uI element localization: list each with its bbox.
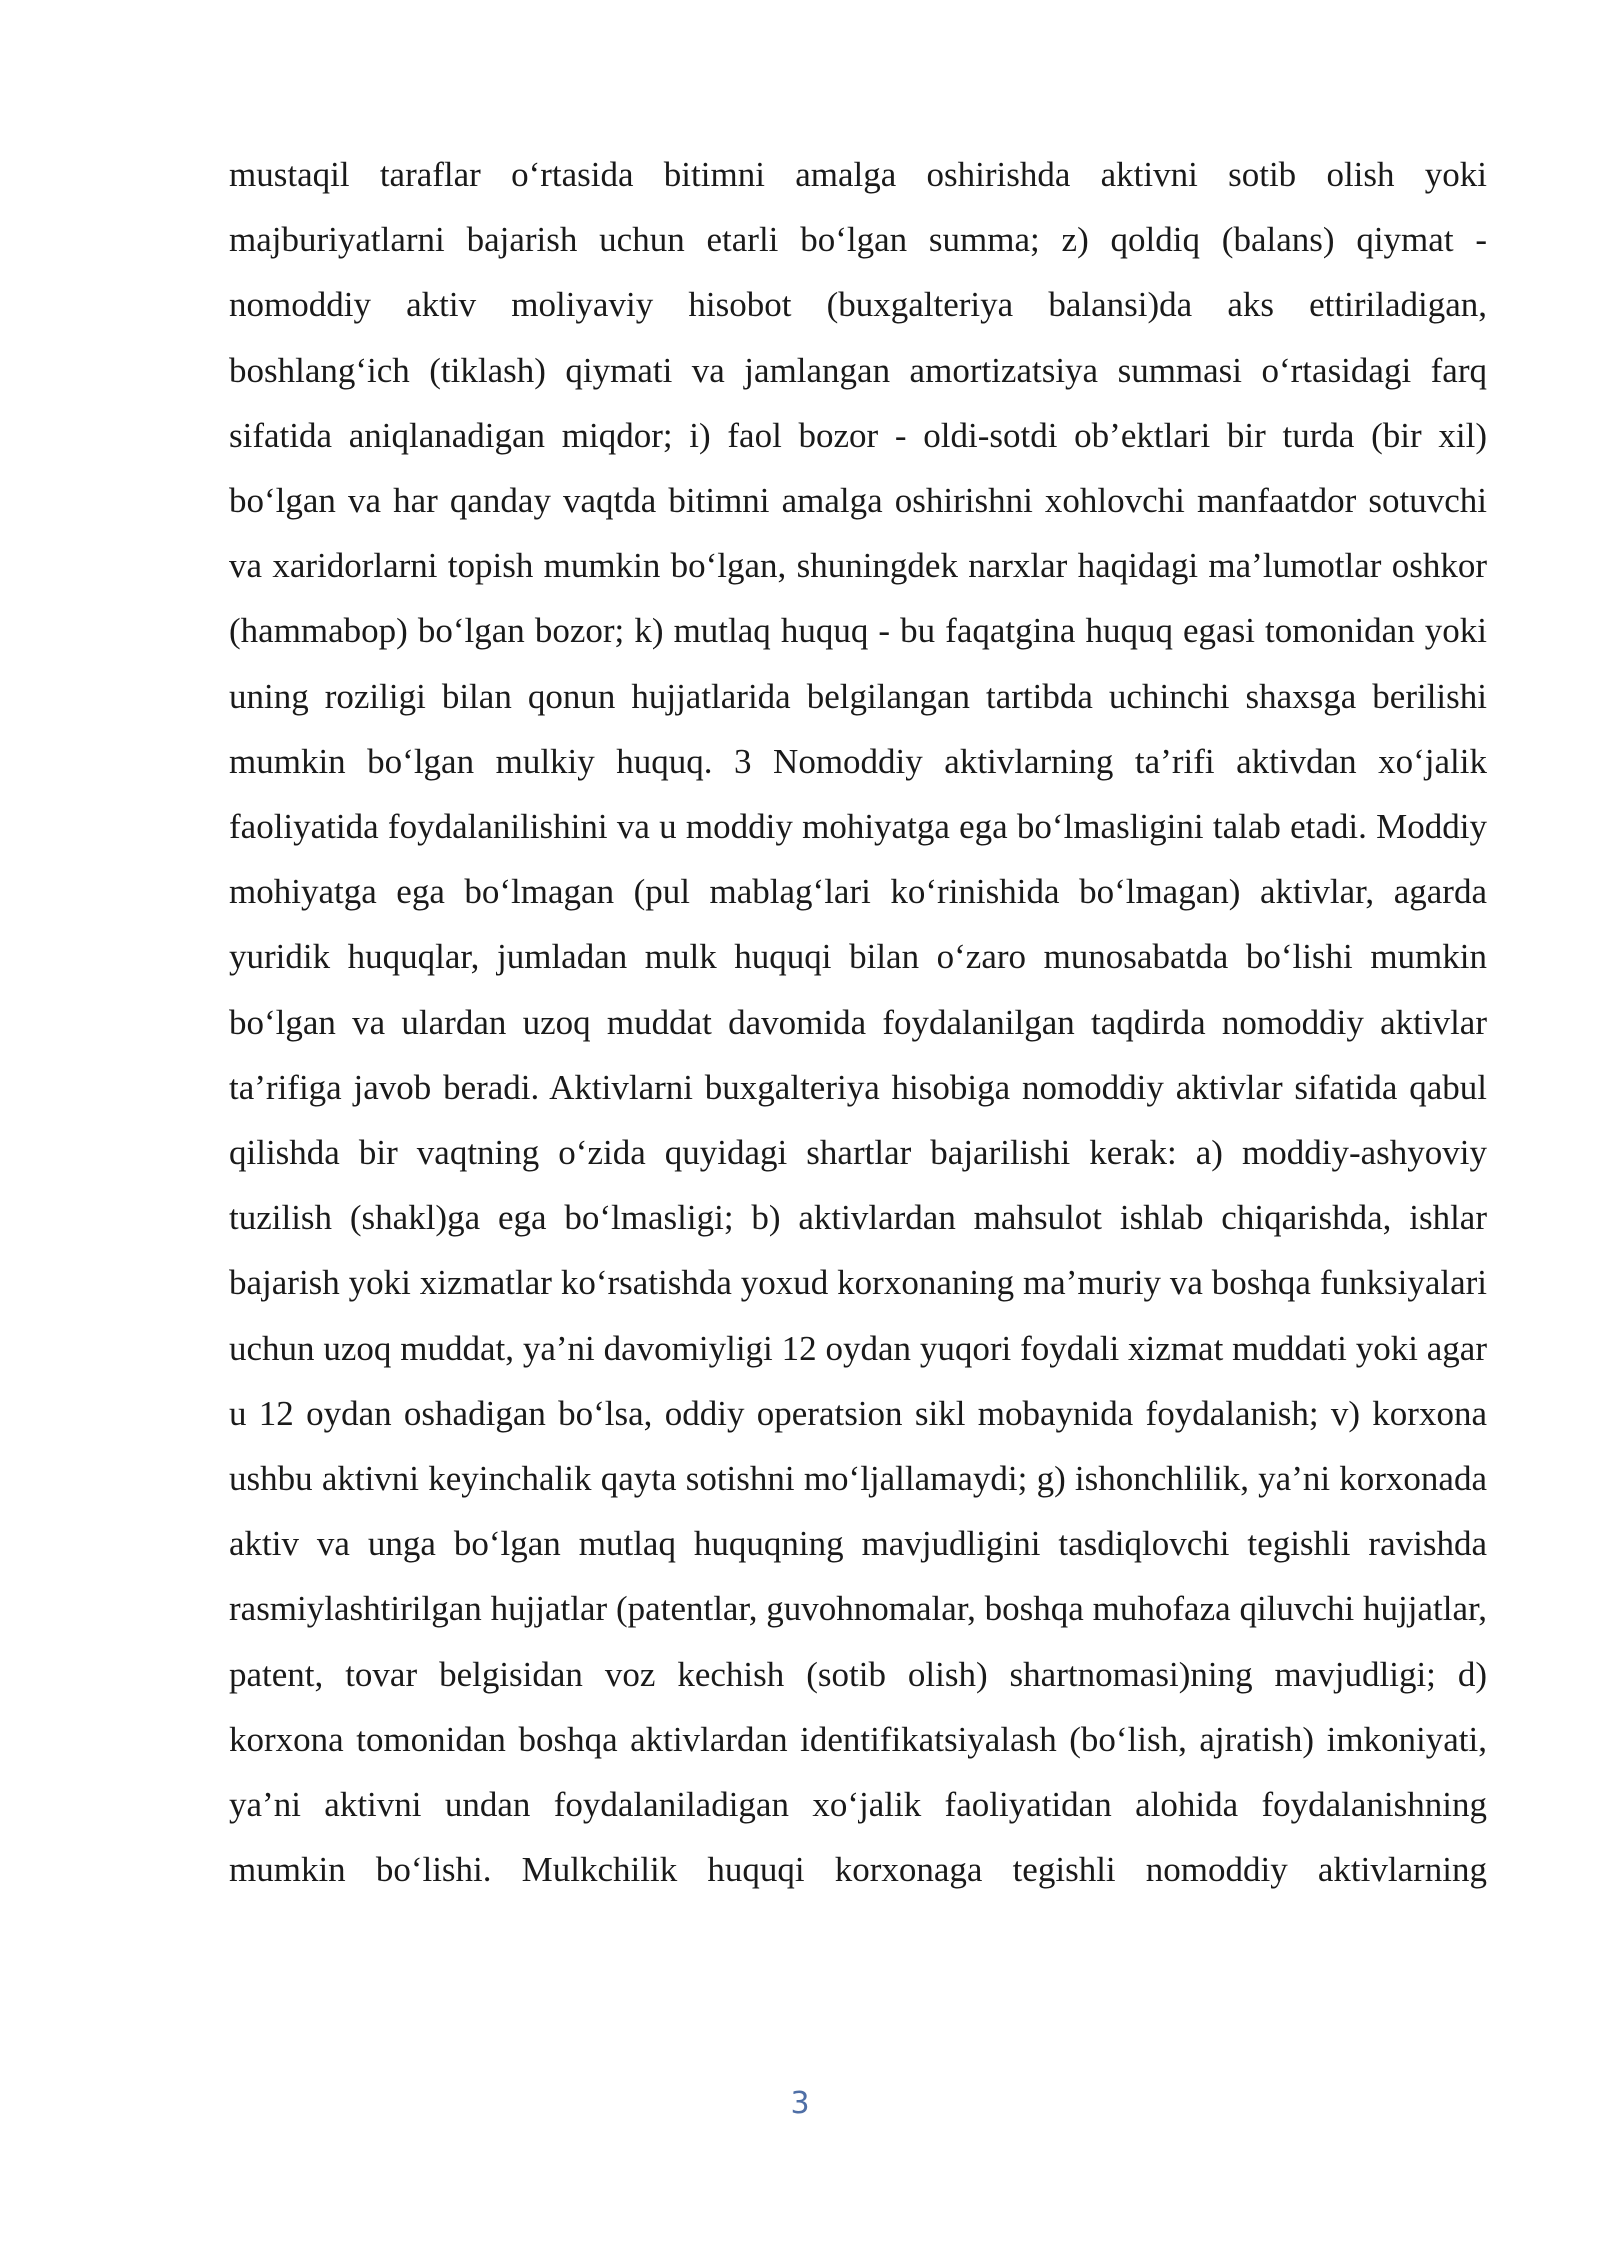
body-paragraph: mustaqil taraflar o‘rtasida bitimni amalga oshirishda aktivni sotib olish yoki majburiyatlarni bajarish uchun etarli bo‘lgan summa; z) qoldiq (balans) qiymat - nomoddiy aktiv moliyaviy hisobot (buxgalteriya balansi)da aks ettiriladigan, boshlang‘ich (tiklash) qiymati va jamlangan amortizatsiya summasi o‘rtasidagi farq sifatida aniqlanadigan miqdor; i) faol bozor - oldi-sotdi ob’ektlari bir turda (bir xil) bo‘lgan va har qanday vaqtda bitimni amalga oshirishni xohlovchi manfaatdor sotuvchi va xaridorlarni topish mumkin bo‘lgan, shuningdek narxlar haqidagi ma’lumotlar oshkor (hammabop) bo‘lgan bozor; k) mutlaq huquq - bu faqatgina huquq egasi tomonidan yoki uning roziligi bilan qonun hujjatlarida belgilangan tartibda uchinchi shaxsga berilishi mumkin bo‘lgan mulkiy huquq. 3 Nomoddiy aktivlarning ta’rifi aktivdan xo‘jalik faoliyatida foydalanilishini va u moddiy mohiyatga ega bo‘lmasligini talab etadi. Moddiy mohiyatga ega bo‘lmagan (pul mablag‘lari ko‘rinishida bo‘lmagan) aktivlar, agarda yuridik huquqlar, jumladan mulk huquqi bilan o‘zaro munosabatda bo‘lishi mumkin bo‘lgan va ulardan uzoq muddat davomida foydalanilgan taqdirda nomoddiy aktivlar ta’rifiga javob beradi. Aktivlarni buxgalteriya hisobiga nomoddiy aktivlar sifatida qabul qilishda bir vaqtning o‘zida quyidagi shartlar bajarilishi kerak: a) moddiy-ashyoviy tuzilish (shakl)ga ega bo‘lmasligi; b) aktivlardan mahsulot ishlab chiqarishda, ishlar bajarish yoki xizmatlar ko‘rsatishda yoxud korxonaning ma’muriy va boshqa funksiyalari uchun uzoq muddat, ya’ni davomiyligi 12 oydan yuqori foydali xizmat muddati yoki agar u 12 oydan oshadigan bo‘lsa, oddiy operatsion sikl mobaynida foydalanish; v) korxona ushbu aktivni keyinchalik qayta sotishni mo‘ljallamaydi; g) ishonchlilik, ya’ni korxonada aktiv va unga bo‘lgan mutlaq huquqning mavjudligini tasdiqlovchi tegishli ravishda rasmiylashtirilgan hujjatlar (patentlar, guvohnomalar, boshqa muhofaza qiluvchi hujjatlar, patent, tovar belgisidan voz kechish (sotib olish) shartnomasi)ning mavjudligi; d) korxona tomonidan boshqa aktivlardan identifikatsiyalash (bo‘lish, ajratish) imkoniyati, ya’ni aktivni undan foydalaniladigan xo‘jalik faoliyatidan alohida foydalanishning mumkin bo‘lishi. Mulkchilik huquqi korxonaga tegishli nomoddiy aktivlarning bbox=[229, 155, 1487, 1890]
page-number: 3 bbox=[790, 2086, 810, 2121]
